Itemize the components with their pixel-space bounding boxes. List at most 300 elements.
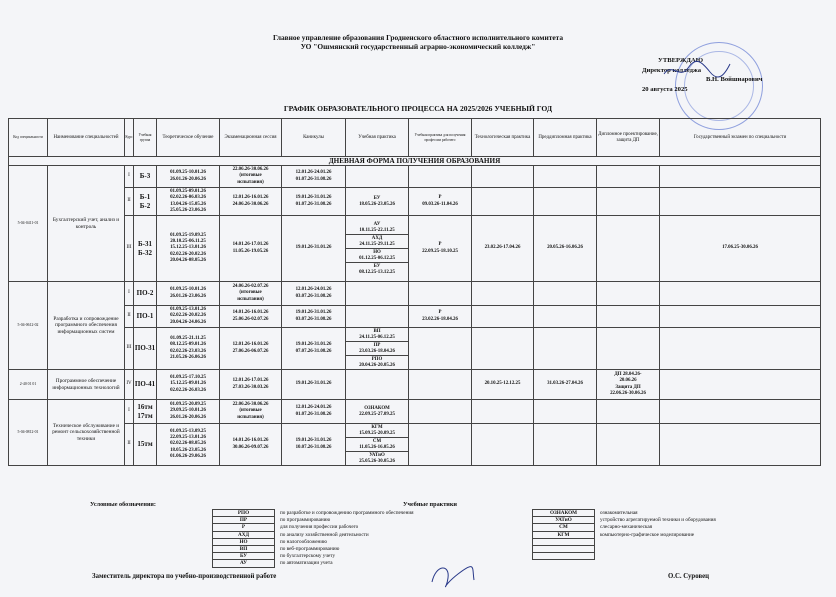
exam-cell <box>220 328 282 370</box>
course-number: II <box>125 306 134 328</box>
state-exam-cell <box>660 306 821 328</box>
legend-practice-key: УАТиО <box>533 517 595 524</box>
practice-line: 18.05.26-23.05.26 <box>359 201 395 207</box>
tech-line: 20.10.25-12.12.25 <box>484 381 521 387</box>
course-number: II <box>125 188 134 216</box>
state-exam-cell <box>660 188 821 216</box>
header-line-2: УО "Ошмянский государственный аграрно-экономический колледж" <box>300 42 536 51</box>
theory-line: 08.12.25-09.01.26 <box>170 342 206 348</box>
holidays-line: 19.01.26-31.01.26 <box>295 438 332 444</box>
practice-line: 24.11.25-06.12.25 <box>359 334 395 340</box>
approval-word: УТВЕРЖДАЮ <box>658 57 704 64</box>
legend-row <box>213 538 415 545</box>
legend-value: по веб-программированию <box>280 546 340 553</box>
legend-practice-key: СМ <box>533 524 595 531</box>
exam-cell <box>220 306 282 328</box>
practice-block <box>346 249 408 263</box>
holidays-line: 01.07.26-31.08.26 <box>295 201 332 207</box>
state-exam-cell <box>660 282 821 306</box>
diploma-cell <box>597 424 660 466</box>
practice-block <box>346 328 408 342</box>
legend-key: РПО <box>213 510 275 517</box>
legend-key: АУ <box>213 560 275 567</box>
practice-line: 23.03.26-18.04.26 <box>359 348 395 354</box>
exam-line: испытания) <box>237 296 264 302</box>
tech-practice-cell <box>472 282 534 306</box>
exam-line: 14.01.26-16.01.26 <box>232 438 269 444</box>
group-name <box>134 370 157 400</box>
state-exam-cell <box>660 328 821 370</box>
edu-practice-prof-cell <box>409 328 472 370</box>
practice-line: РПО <box>371 356 383 362</box>
edu-prof-line: Р <box>438 242 442 248</box>
theory-line: 15.12.25-13.01.26 <box>170 245 206 251</box>
legend-practice-key <box>533 545 595 552</box>
diploma-line: 22.06.26-30.06.26 <box>610 390 646 396</box>
theory-line: 01.09.25-13.09.25 <box>170 429 206 435</box>
specialty-code: 5-04-0411-01 <box>9 166 48 282</box>
practice-line: 15.09.25-20.09.25 <box>359 430 395 436</box>
footer-position: Заместитель директора по учебно-производственной работе <box>92 573 277 580</box>
exam-cell <box>220 370 282 400</box>
course-number: I <box>125 282 134 306</box>
col-header-edu-practice-prof: Учебная практика для получения профессии рабочего <box>409 119 472 157</box>
exam-cell <box>220 188 282 216</box>
group-line: Б-2 <box>139 201 151 210</box>
diploma-line: ДП 28.04.26- <box>614 372 642 378</box>
prediploma-cell <box>534 400 597 424</box>
prediploma-cell <box>534 328 597 370</box>
exam-line: 12.01.26-16.01.26 <box>232 342 269 348</box>
state-exam-cell <box>660 166 821 188</box>
holidays-line: 07.07.26-31.08.26 <box>295 348 332 354</box>
specialty-code: 2-40 01 01 <box>9 370 48 400</box>
col-header-state-exam: Государственный экзамен по специальности <box>660 119 821 157</box>
practice-line: АУ <box>373 221 381 227</box>
legend-practice-value: ознакомительная <box>600 510 638 516</box>
group-line: ПО-41 <box>134 380 156 388</box>
table-row <box>9 282 821 306</box>
edu-practice-cell <box>346 424 409 466</box>
legend-key: БУ <box>213 553 275 560</box>
legend-value: по анализу хозяйственной деятельности <box>280 531 369 538</box>
legend-practice-value <box>595 552 717 559</box>
table-header-row <box>9 119 821 157</box>
diploma-cell <box>597 282 660 306</box>
holidays-cell <box>282 328 346 370</box>
table-row <box>9 188 821 216</box>
legend-row <box>213 517 415 524</box>
exam-line: испытания) <box>237 179 264 185</box>
exam-line: 22.06.26-30.06.26 <box>232 167 269 173</box>
legend-table-right <box>532 509 717 560</box>
prediploma-cell <box>534 166 597 188</box>
theory-line: 29.09.25-10.01.26 <box>170 408 206 414</box>
theory-cell <box>157 400 220 424</box>
exam-line: 30.06.26-09.07.26 <box>232 444 269 450</box>
document-title: ГРАФИК ОБРАЗОВАТЕЛЬНОГО ПРОЦЕССА НА 2025/2026 УЧЕБНЫЙ ГОД <box>283 104 553 113</box>
practice-block <box>346 263 408 276</box>
practice-line: ПР <box>373 342 381 348</box>
prediploma-cell <box>534 424 597 466</box>
theory-line: 01.09.25-10.01.26 <box>170 287 206 293</box>
edu-practice-cell <box>346 166 409 188</box>
exam-line: 27.03.26-30.03.26 <box>232 384 269 390</box>
col-header-theory: Теоретическое обучение <box>157 119 220 157</box>
specialty-name: Разработка и сопровождение программного обеспечения информационных систем <box>48 282 125 370</box>
practice-line: 11.05.26-16.05.26 <box>359 444 395 450</box>
theory-line: 02.02.26-20.02.26 <box>170 313 206 319</box>
diploma-cell <box>597 370 660 400</box>
edu-practice-cell <box>346 306 409 328</box>
legend-practice-row <box>533 552 717 559</box>
edu-practice-cell <box>346 188 409 216</box>
holidays-cell <box>282 188 346 216</box>
holidays-line: 19.01.26-31.01.26 <box>295 342 332 348</box>
legend-key: НО <box>213 538 275 545</box>
practice-line: 25.05.26-30.05.26 <box>359 458 395 464</box>
exam-line: 24.06.26-30.06.26 <box>232 201 269 207</box>
exam-cell <box>220 166 282 188</box>
legend-practice-value <box>595 538 717 545</box>
legend-practice-value: устройство агрегатируемой техники и оборудования <box>600 517 716 524</box>
legend-table-left <box>212 509 415 568</box>
theory-line: 01.09.25-10.01.26 <box>170 170 206 176</box>
theory-cell <box>157 282 220 306</box>
exam-line: 25.06.26-02.07.26 <box>232 316 269 322</box>
exam-line: 24.06.26-02.07.26 <box>232 284 269 290</box>
theory-line: 01.06.26-29.06.26 <box>170 453 206 459</box>
holidays-line: 12.01.26-24.01.26 <box>295 170 332 176</box>
holidays-line: 03.07.26-31.08.26 <box>295 293 332 299</box>
legend-value: для получения профессии рабочего <box>280 524 359 531</box>
director-signature <box>662 58 732 82</box>
exam-line: 22.06.26-30.06.26 <box>232 402 269 408</box>
edu-practice-prof-cell <box>409 282 472 306</box>
edu-prof-line: 22.09.25-18.10.25 <box>422 248 458 254</box>
col-header-prediploma: Преддипломная практика <box>534 119 597 157</box>
exam-line: (итоговые <box>239 408 262 414</box>
practice-line: ОЗНАКОМ <box>364 405 390 411</box>
edu-practice-prof-cell <box>409 166 472 188</box>
legend-key: ВП <box>213 546 275 553</box>
tech-practice-cell <box>472 306 534 328</box>
practice-line: ВП <box>373 328 381 334</box>
group-line: ПО-2 <box>136 289 154 297</box>
deputy-signature <box>428 560 478 590</box>
holidays-line: 12.01.26-24.01.26 <box>295 287 332 293</box>
legend-practice-key <box>533 538 595 545</box>
theory-line: 02.02.26-20.02.26 <box>170 251 206 257</box>
theory-line: 01.09.25-09.01.26 <box>170 189 206 195</box>
exam-line: 11.05.26-19.05.26 <box>232 248 269 254</box>
legend-row <box>213 510 415 517</box>
tech-practice-cell <box>472 188 534 216</box>
specialty-name: Бухгалтерский учет, анализ и контроль <box>48 166 125 282</box>
state-exam-line: 17.06.25-30.06.26 <box>722 245 758 251</box>
tech-line: 23.02.26-17.04.26 <box>484 245 521 251</box>
table-row <box>9 166 821 188</box>
legend-practice-row <box>533 545 717 552</box>
prediploma-cell <box>534 370 597 400</box>
group-line: Б-3 <box>139 172 151 180</box>
legend-row <box>213 531 415 538</box>
legend-row <box>213 560 415 567</box>
group-name <box>134 306 157 328</box>
theory-line: 02.02.26-26.03.26 <box>170 387 206 393</box>
edu-practice-cell <box>346 282 409 306</box>
holidays-cell <box>282 370 346 400</box>
theory-line: 01.09.25-19.09.25 <box>170 233 206 239</box>
diploma-cell <box>597 188 660 216</box>
edu-practice-prof-cell <box>409 370 472 400</box>
theory-cell <box>157 370 220 400</box>
group-name <box>134 188 157 216</box>
edu-practice-prof-cell <box>409 216 472 282</box>
table-row <box>9 400 821 424</box>
legend-practices-title: Учебные практики <box>403 501 457 508</box>
legend-key: Р <box>213 524 275 531</box>
practice-line: КГМ <box>371 424 383 430</box>
edu-prof-line: Р <box>438 195 442 201</box>
edu-practice-cell <box>346 370 409 400</box>
legend-row <box>213 524 415 531</box>
group-line: 15тм <box>137 440 153 448</box>
legend-practice-key: КГМ <box>533 531 595 538</box>
legend-key: АХД <box>213 531 275 538</box>
col-header-edu-practice: Учебная практика <box>346 119 409 157</box>
holidays-line: 19.01.26-31.01.26 <box>295 195 332 201</box>
group-line: 16тм <box>137 402 153 411</box>
holidays-line: 12.01.26-24.01.26 <box>295 405 332 411</box>
edu-practice-cell <box>346 216 409 282</box>
course-number: II <box>125 424 134 466</box>
legend-practice-key: ОЗНАКОМ <box>533 510 595 517</box>
theory-line: 01.09.25-17.10.25 <box>170 375 206 381</box>
specialty-code: 5-04-0612-02 <box>9 282 48 370</box>
edu-practice-prof-cell <box>409 400 472 424</box>
diploma-line: Защита ДП <box>615 384 641 390</box>
col-header-spec: Наименование специальностей <box>48 119 125 157</box>
tech-practice-cell <box>472 166 534 188</box>
practice-block <box>346 356 408 369</box>
exam-cell <box>220 282 282 306</box>
tech-practice-cell <box>472 216 534 282</box>
exam-line: 14.01.26-16.01.26 <box>232 310 269 316</box>
practice-line: 10.11.25-22.11.25 <box>359 227 395 233</box>
legend-practice-value: компьютерно-графическое моделирование <box>600 531 695 538</box>
exam-cell <box>220 424 282 466</box>
group-line: Б-31 <box>138 239 152 248</box>
practice-line: 08.12.25-13.12.25 <box>359 269 395 275</box>
theory-line: 02.02.26-08.05.26 <box>170 441 206 447</box>
theory-cell <box>157 188 220 216</box>
practice-block <box>346 235 408 249</box>
legend-value: по автоматизации учета <box>280 560 333 567</box>
prediploma-cell <box>534 282 597 306</box>
group-line: ПО-1 <box>136 312 154 320</box>
theory-line: 02.02.26-23.03.26 <box>170 348 206 354</box>
diploma-cell <box>597 306 660 328</box>
holidays-cell <box>282 282 346 306</box>
state-exam-cell <box>660 370 821 400</box>
holidays-line: 01.07.26-31.08.26 <box>295 176 332 182</box>
legend-practice-row <box>533 538 717 545</box>
schedule-body <box>9 166 821 466</box>
holidays-line: 01.07.26-31.08.26 <box>295 411 332 417</box>
theory-line: 26.01.26-20.06.26 <box>170 414 206 420</box>
prediploma-cell <box>534 306 597 328</box>
theory-line: 15.12.25-09.01.26 <box>170 381 206 387</box>
table-row <box>9 370 821 400</box>
tech-practice-cell <box>472 328 534 370</box>
legend-value: по налогообложению <box>280 538 327 545</box>
practice-block <box>346 438 408 452</box>
diploma-cell <box>597 166 660 188</box>
approval-date: 20 августа 2025 <box>642 85 688 93</box>
holidays-line: 19.01.26-31.01.26 <box>295 381 332 387</box>
approval-position: Директор колледжа <box>642 66 702 74</box>
theory-line: 01.09.25-20.09.25 <box>170 402 206 408</box>
legend-row <box>213 546 415 553</box>
specialty-name: Техническое обслуживание и ремонт сельскохозяйственной техники <box>48 400 125 466</box>
legend-practice-row <box>533 510 717 517</box>
edu-prof-line: Р <box>438 310 442 316</box>
legend-value: по бухгалтерскому учету <box>280 553 336 560</box>
holidays-line: 19.01.26-31.01.26 <box>295 310 332 316</box>
theory-line: 18.05.26-23.05.26 <box>170 447 206 453</box>
prediploma-cell <box>534 216 597 282</box>
practice-line: 01.12.25-06.12.25 <box>359 255 395 261</box>
group-name <box>134 400 157 424</box>
exam-cell <box>220 216 282 282</box>
group-line: ПО-31 <box>134 344 156 352</box>
specialty-code: 5-04-0812-01 <box>9 400 48 466</box>
col-header-holidays: Каникулы <box>282 119 346 157</box>
table-row <box>9 424 821 466</box>
section-title: ДНЕВНАЯ ФОРМА ПОЛУЧЕНИЯ ОБРАЗОВАНИЯ <box>9 157 821 166</box>
edu-practice-cell <box>346 328 409 370</box>
edu-practice-prof-cell <box>409 306 472 328</box>
exam-line: 12.01.26-17.01.26 <box>232 378 269 384</box>
schedule-table <box>8 118 821 466</box>
holidays-cell <box>282 216 346 282</box>
theory-line: 26.01.26-23.06.26 <box>170 293 206 299</box>
edu-prof-line: 09.03.26-11.04.26 <box>422 201 458 207</box>
course-number: III <box>125 328 134 370</box>
exam-cell <box>220 400 282 424</box>
group-name <box>134 424 157 466</box>
exam-line: 14.01.26-17.01.26 <box>232 242 269 248</box>
group-line: 17тм <box>137 411 153 420</box>
theory-line: 20.04.26-08.05.26 <box>170 257 206 263</box>
theory-cell <box>157 166 220 188</box>
group-name <box>134 282 157 306</box>
section-row <box>9 157 821 166</box>
col-header-code: Код специальности <box>9 119 48 157</box>
theory-line: 26.01.26-20.06.26 <box>170 176 206 182</box>
legend-value: по разработке и сопровождению программного обеспечения <box>280 510 414 516</box>
col-header-exam: Экзаменационная сессия <box>220 119 282 157</box>
holidays-cell <box>282 306 346 328</box>
theory-line: 25.05.26-23.06.26 <box>170 207 206 213</box>
exam-line: 27.06.26-06.07.26 <box>232 348 269 354</box>
practice-line: НО <box>373 249 381 255</box>
practice-line: УАТиО <box>369 452 385 458</box>
practice-block <box>346 221 408 235</box>
group-name <box>134 166 157 188</box>
tech-practice-cell <box>472 400 534 424</box>
holidays-line: 03.07.26-31.08.26 <box>295 316 332 322</box>
diploma-line: 20.06.26 <box>619 378 637 384</box>
theory-line: 20.10.25-06.11.25 <box>170 239 206 245</box>
legend-title: Условные обозначения: <box>90 501 156 508</box>
practice-line: БУ <box>373 195 381 201</box>
theory-line: 22.09.25-13.01.26 <box>170 435 206 441</box>
theory-line: 21.05.26-26.06.26 <box>170 354 206 360</box>
legend-practice-key <box>533 552 595 559</box>
edu-practice-cell <box>346 400 409 424</box>
practice-line: СМ <box>372 438 382 444</box>
theory-cell <box>157 306 220 328</box>
practice-block <box>346 342 408 356</box>
legend-practice-value <box>595 545 717 552</box>
edu-practice-prof-cell <box>409 188 472 216</box>
holidays-cell <box>282 166 346 188</box>
course-number: IV <box>125 370 134 400</box>
practice-line: БУ <box>373 263 381 269</box>
practice-line: 20.04.26-20.05.26 <box>359 362 395 368</box>
table-row <box>9 328 821 370</box>
approval-name: В.Н. Войшнарович <box>706 76 763 83</box>
state-exam-cell <box>660 424 821 466</box>
theory-line: 20.04.26-24.06.26 <box>170 319 206 325</box>
legend-practice-row <box>533 531 717 538</box>
theory-line: 01.09.25-21.11.25 <box>170 336 206 342</box>
state-exam-cell <box>660 216 821 282</box>
theory-cell <box>157 216 220 282</box>
col-header-group: Учебная группа <box>134 119 157 157</box>
holidays-line: 19.01.26-31.01.26 <box>295 245 332 251</box>
edu-prof-line: 23.02.26-18.04.26 <box>422 316 458 322</box>
tech-practice-cell <box>472 424 534 466</box>
edu-practice-prof-cell <box>409 424 472 466</box>
footer-name: О.С. Суровец <box>668 573 710 580</box>
group-name <box>134 216 157 282</box>
legend-practice-row <box>533 517 717 524</box>
practice-line: 22.09.25-27.09.25 <box>359 411 395 417</box>
theory-line: 02.02.26-06.03.26 <box>170 195 206 201</box>
theory-cell <box>157 424 220 466</box>
legend-practice-row <box>533 524 717 531</box>
prediploma-cell <box>534 188 597 216</box>
diploma-cell <box>597 400 660 424</box>
practice-line: АХД <box>371 235 383 241</box>
table-row <box>9 306 821 328</box>
tech-practice-cell <box>472 370 534 400</box>
prediploma-line: 31.03.26-27.04.26 <box>547 381 583 387</box>
group-line: Б-32 <box>138 248 152 257</box>
prediploma-line: 20.05.26-16.06.26 <box>547 245 583 251</box>
exam-line: (итоговые <box>239 173 262 179</box>
holidays-cell <box>282 400 346 424</box>
holidays-cell <box>282 424 346 466</box>
theory-line: 01.09.25-13.01.26 <box>170 307 206 313</box>
table-row <box>9 216 821 282</box>
legend-row <box>213 553 415 560</box>
header-line-1: Главное управление образования Гродненского областного исполнительного комитета <box>272 33 564 42</box>
course-number: I <box>125 166 134 188</box>
